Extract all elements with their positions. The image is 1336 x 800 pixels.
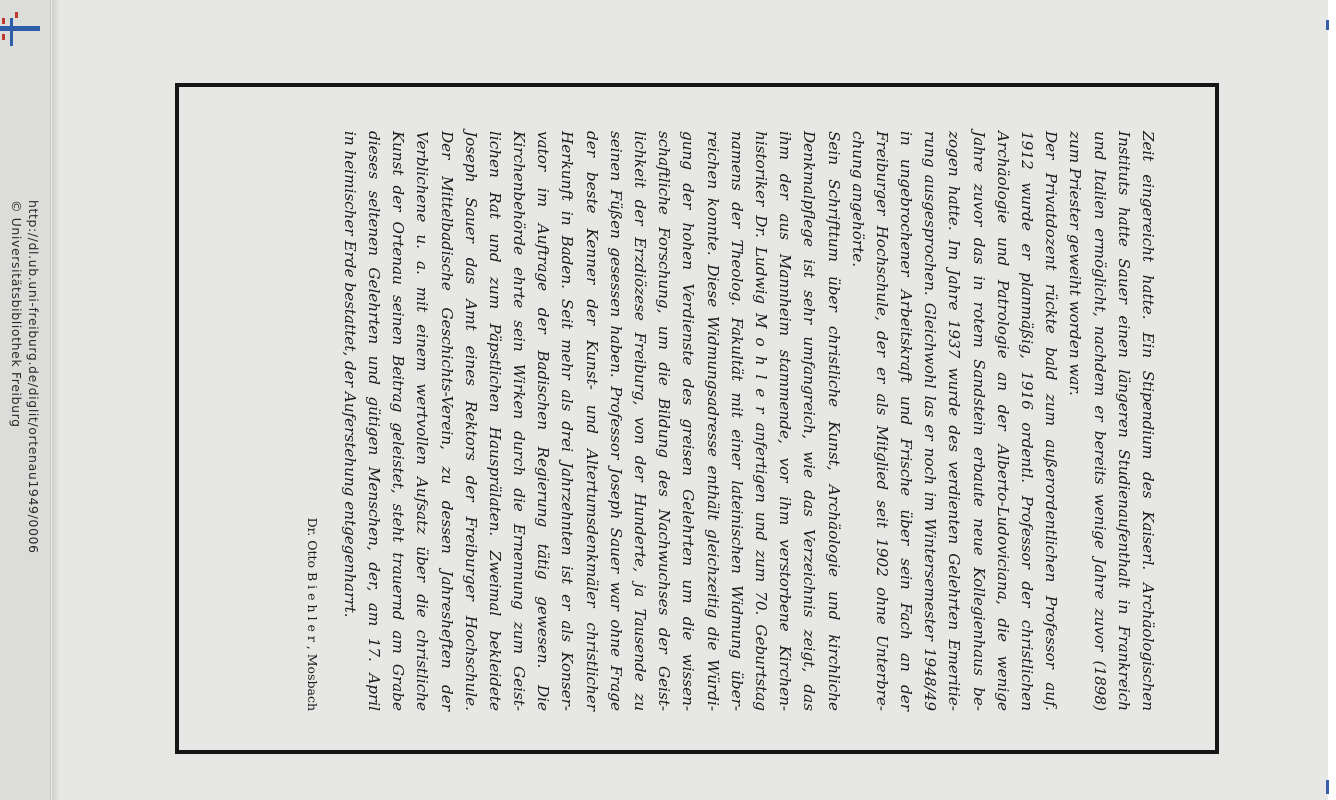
university-logo-icon[interactable] [0,8,42,48]
text-line: in ungebrochener Arbeitskraft und Frische über sein Fach an der [897,131,916,711]
source-url-link[interactable]: http://dl.ub.uni-freiburg.de/diglit/ortenau1949/0006 [26,200,41,554]
obituary-text [299,131,1160,711]
text-line: Sein Schrifttum über christliche Kunst, Archäologie und kirchliche [824,131,843,711]
author-signature: Dr. Otto B i e h l e r , Mosbach [304,517,320,711]
text-line: Kunst der Ortenau seinen Beitrag geleistet, steht trauernd am Grabe [389,131,408,711]
text-line: Kirchenbehörde ehrte sein Wirken durch die Ernennung zum Geist- [510,131,529,711]
text-line: vator im Auftrage der Badischen Regierung tätig gewesen. Die [534,131,553,711]
text-line: lichkeit der Erzdiözese Freiburg, von der Hunderte, ja Tausende zu [631,131,650,711]
text-line: seinen Füßen gesessen haben. Professor Joseph Sauer war ohne Frage [606,131,625,711]
text-line: dieses seltenen Gelehrten und gütigen Menschen, der, am 17. April [365,131,383,711]
text-line: Freiburger Hochschule, der er als Mitglied seit 1902 ohne Unterbre- [872,131,891,711]
text-line: Herkunft in Baden. Seit mehr als drei Jahrzehnten ist er als Konser- [558,131,577,711]
text-line: Jahre zuvor das in rotem Sandstein erbaute neue Kollegienhaus be- [969,131,988,711]
text-line: rung ausgesprochen. Gleichwohl las er noch im Wintersemester 1948/49 [921,131,940,711]
text-line: Joseph Sauer das Amt eines Rektors der Freiburger Hochschule. [461,131,480,711]
scroll-marker-top [1326,20,1329,30]
text-line: Zeit eingereicht hatte. Ein Stipendium des Kaiserl. Archäologischen [1139,131,1157,711]
copyright-notice: © Universitätsbibliothek Freiburg [9,200,24,428]
viewer-right-edge [1328,0,1336,800]
text-line: namens der Theolog. Fakultät mit einer lateinischen Widmung über- [727,131,746,711]
text-line: lichen Rat und zum Päpstlichen Hausprälaten. Zweimal bekleidete [485,131,504,711]
text-line: historiker Dr. Ludwig M o h l e r anfertigen und zum 70. Geburtstag [752,131,770,711]
viewer-sidebar [0,0,51,800]
page-edge-shadow [52,0,60,800]
text-line: gung der hohen Verdienste des greisen Gelehrten um die wissen- [679,131,698,711]
text-line: 1912 wurde er planmäßig, 1916 ordentl. Professor der christlichen [1018,131,1037,711]
text-line: zogen hatte. Im Jahre 1937 wurde des verdienten Gelehrten Emeritie- [945,131,964,711]
text-line: und Italien ermöglicht, nachdem er bereits wenige Jahre zuvor (1898) [1090,131,1109,711]
text-line: Instituts hatte Sauer einen längeren Studienaufenthalt in Frankreich [1114,131,1133,711]
text-line: Archäologie und Patrologie an der Alberto-Ludoviciana, die wenige [993,131,1012,711]
text-line: Denkmalpflege ist sehr umfangreich, wie das Verzeichnis zeigt, das [800,131,819,711]
text-line: reichen konnte. Diese Widmungsadresse enthält gleichzeitig die Würdi- [703,131,722,711]
text-line: Der Privatdozent rückte bald zum außerordentlichen Professor auf. [1042,131,1061,711]
text-line: zum Priester geweiht worden war. [1066,131,1085,396]
text-line: ihm der aus Mannheim stammende, vor ihm verstorbene Kirchen- [776,131,795,711]
text-line: der beste Kenner der Kunst- und Altertumsdenkmäler christlicher [582,131,601,711]
text-line: Der Mittelbadische Geschichts-Verein, zu dessen Jahresheften der [437,131,456,711]
scroll-marker-bottom [1326,780,1329,794]
text-line: schaftliche Forschung, um die Bildung des Nachwuchses der Geist- [655,131,674,711]
text-line: Verblichene u. a. mit einem wertvollen Aufsatz über die christliche [413,131,432,711]
source-citation [8,200,42,600]
text-line: chung angehörte. [848,131,867,268]
text-line: in heimischer Erde bestattet, der Auferstehung entgegenharrt. [340,131,359,618]
